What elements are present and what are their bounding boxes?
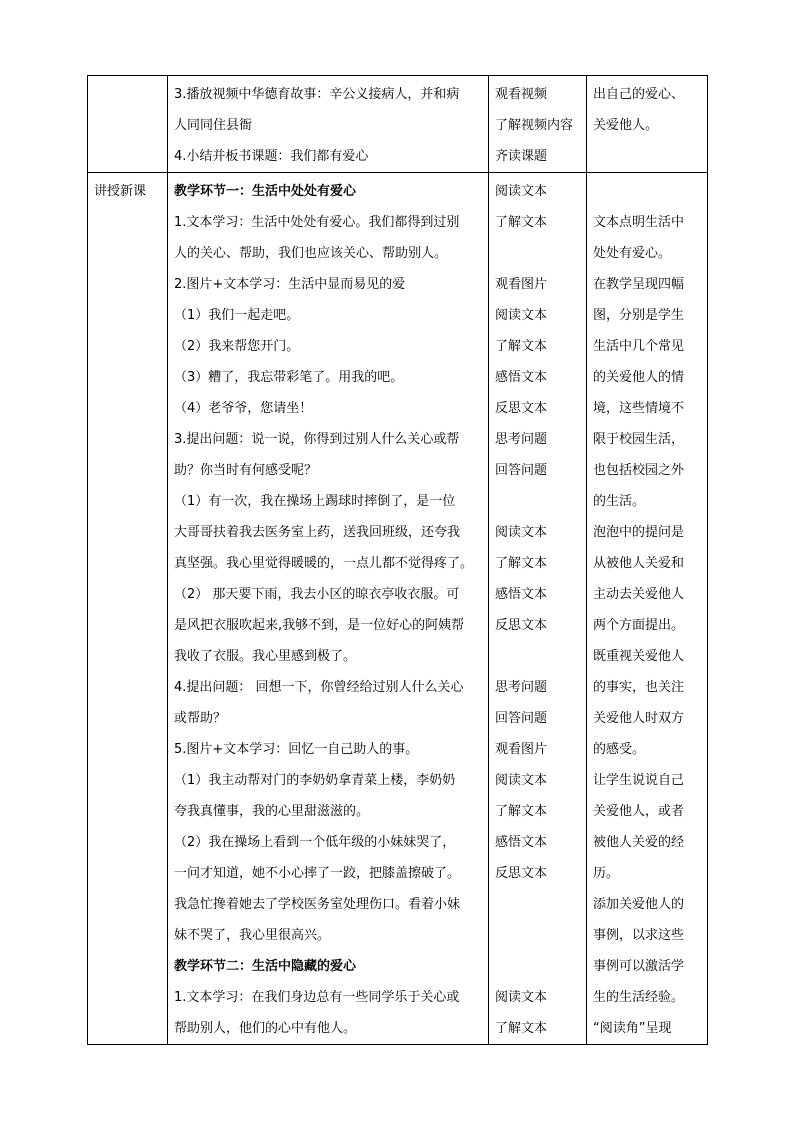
content-line: 1.文本学习：生活中处处有爱心。我们都得到过别 bbox=[174, 215, 460, 230]
activity-line: 阅读文本 bbox=[495, 525, 548, 540]
intent-line: 让学生说说自己 bbox=[593, 773, 685, 788]
content-line: 是风把衣服吹起来,我够不到，是一位好心的阿姨帮 bbox=[174, 618, 465, 633]
intent-line: 既重视关爱他人 bbox=[593, 649, 685, 664]
intent-line: 文本点明生活中 bbox=[593, 215, 685, 230]
content-line: 我收了衣服。我心里感到极了。 bbox=[174, 649, 357, 664]
content-line: 或帮助？ bbox=[174, 711, 227, 726]
content-line: 教学环节二：生活中隐藏的爱心 bbox=[174, 959, 357, 974]
activity-line: 反思文本 bbox=[495, 866, 548, 881]
intent-line: 关爱他人时双方 bbox=[593, 711, 685, 726]
activity-line: 反思文本 bbox=[495, 618, 548, 633]
intent-line: 事例可以激活学 bbox=[593, 959, 685, 974]
design-intent-cell bbox=[587, 76, 708, 173]
intent-line: 历。 bbox=[593, 866, 620, 881]
activity-line bbox=[495, 238, 580, 269]
intent-line: 处处有爱心。 bbox=[593, 246, 672, 261]
content-line: （2）我在操场上看到一个低年级的小妹妹哭了， bbox=[174, 835, 456, 850]
intent-line: 关爱他人，或者 bbox=[593, 804, 685, 819]
teaching-content-cell bbox=[168, 76, 489, 173]
table-row bbox=[88, 173, 708, 1045]
intent-line: 两个方面提出。 bbox=[593, 618, 685, 633]
activity-line: 观看图片 bbox=[495, 277, 548, 292]
content-line: （1）我主动帮对门的李奶奶拿青菜上楼，李奶奶 bbox=[174, 773, 456, 788]
content-line: （2） 那天要下雨，我去小区的晾衣亭收衣服。可 bbox=[174, 587, 460, 602]
activity-line: 思考问题 bbox=[495, 680, 548, 695]
activity-line: 反思文本 bbox=[495, 401, 548, 416]
activity-line: 回答问题 bbox=[495, 463, 548, 478]
content-line: 3.播放视频中华德育故事：辛公义接病人，并和病 bbox=[174, 87, 460, 102]
content-line: （3）糟了，我忘带彩笔了。用我的吧。 bbox=[174, 370, 404, 385]
content-line: 1.文本学习：在我们身边总有一些同学乐于关心或 bbox=[174, 990, 460, 1005]
content-line: 助？你当时有何感受呢？ bbox=[174, 463, 318, 478]
content-line: 3.提出问题：说一说，你得到过别人什么关心或帮 bbox=[174, 432, 460, 447]
intent-line: 的生活。 bbox=[593, 494, 646, 509]
intent-line: 事例，以求这些 bbox=[593, 928, 685, 943]
activity-line: 了解文本 bbox=[495, 215, 548, 230]
intent-line: 被他人关爱的经 bbox=[593, 835, 685, 850]
activity-line bbox=[495, 889, 580, 920]
intent-line: 主动去关爱他人 bbox=[593, 587, 685, 602]
lesson-plan-table bbox=[87, 75, 708, 1045]
content-line: （2）我来帮您开门。 bbox=[174, 339, 300, 354]
design-intent-cell bbox=[587, 173, 708, 1045]
content-line: 帮助别人，他们的心中有他人。 bbox=[174, 1021, 357, 1036]
activity-line: 感悟文本 bbox=[495, 370, 548, 385]
intent-line: 的事实，也关注 bbox=[593, 680, 685, 695]
intent-line: 也包括校园之外 bbox=[593, 463, 685, 478]
activity-line bbox=[495, 951, 580, 982]
activity-line: 了解视频内容 bbox=[495, 118, 574, 133]
intent-line: “阅读角”呈现 bbox=[593, 1021, 672, 1036]
table-row bbox=[88, 76, 708, 173]
intent-line: 限于校园生活， bbox=[593, 432, 685, 447]
activity-line: 回答问题 bbox=[495, 711, 548, 726]
intent-line: 关爱他人。 bbox=[593, 118, 659, 133]
content-line: 大哥哥扶着我去医务室上药，送我回班级，还夸我 bbox=[174, 525, 461, 540]
content-line: 夸我真懂事，我的心里甜滋滋的。 bbox=[174, 804, 370, 819]
intent-line: 的感受。 bbox=[593, 742, 646, 757]
activity-line: 感悟文本 bbox=[495, 587, 548, 602]
content-line: 一问才知道，她不小心摔了一跤，把膝盖擦破了。 bbox=[174, 866, 461, 881]
activity-line: 了解文本 bbox=[495, 1021, 548, 1036]
intent-line: 泡泡中的提问是 bbox=[593, 525, 685, 540]
intent-line: 从被他人关爱和 bbox=[593, 556, 685, 571]
content-line: 2.图片+文本学习：生活中显而易见的爱 bbox=[174, 277, 406, 292]
activity-line: 阅读文本 bbox=[495, 773, 548, 788]
intent-line: 图，分别是学生 bbox=[593, 308, 685, 323]
content-line: 人的关心、帮助，我们也应该关心、帮助别人。 bbox=[174, 246, 448, 261]
content-line: （1）有一次，我在操场上踢球时摔倒了，是一位 bbox=[174, 494, 456, 509]
student-activity-cell bbox=[489, 173, 587, 1045]
intent-line: 的关爱他人的情 bbox=[593, 370, 685, 385]
activity-line: 观看视频 bbox=[495, 87, 548, 102]
content-line: 4.小结并板书课题：我们都有爱心 bbox=[174, 149, 369, 164]
content-line: 妹不哭了，我心里很高兴。 bbox=[174, 928, 331, 943]
intent-line: 出自己的爱心、 bbox=[593, 87, 685, 102]
stage-cell bbox=[88, 76, 168, 173]
intent-line bbox=[593, 176, 701, 207]
stage-label: 讲授新课 bbox=[94, 184, 147, 199]
content-line: 人同同住县衙 bbox=[174, 118, 253, 133]
intent-line: 境，这些情境不 bbox=[593, 401, 685, 416]
activity-line: 阅读文本 bbox=[495, 184, 548, 199]
intent-line: 添加关爱他人的 bbox=[593, 897, 685, 912]
teaching-content-cell bbox=[168, 173, 489, 1045]
activity-line: 阅读文本 bbox=[495, 990, 548, 1005]
content-line: 真坚强。我心里觉得暖暖的，一点儿都不觉得疼了。 bbox=[174, 556, 474, 571]
activity-line: 了解文本 bbox=[495, 556, 548, 571]
content-line: 我急忙搀着她去了学校医务室处理伤口。看着小妹 bbox=[174, 897, 461, 912]
content-line: （4）老爷爷，您请坐！ bbox=[174, 401, 313, 416]
content-line: 教学环节一：生活中处处有爱心 bbox=[174, 184, 357, 199]
activity-line: 了解文本 bbox=[495, 339, 548, 354]
activity-line: 观看图片 bbox=[495, 742, 548, 757]
content-line: 4.提出问题： 回想一下，你曾经给过别人什么关心 bbox=[174, 680, 464, 695]
stage-cell bbox=[88, 173, 168, 1045]
intent-line: 生的生活经验。 bbox=[593, 990, 685, 1005]
activity-line bbox=[495, 920, 580, 951]
activity-line: 齐读课题 bbox=[495, 149, 548, 164]
activity-line bbox=[495, 641, 580, 672]
intent-line: 在教学呈现四幅 bbox=[593, 277, 685, 292]
intent-line: 生活中几个常见 bbox=[593, 339, 685, 354]
activity-line: 思考问题 bbox=[495, 432, 548, 447]
activity-line: 了解文本 bbox=[495, 804, 548, 819]
content-line: 5.图片+文本学习：回忆一自己助人的事。 bbox=[174, 742, 419, 757]
activity-line bbox=[495, 486, 580, 517]
student-activity-cell bbox=[489, 76, 587, 173]
activity-line: 感悟文本 bbox=[495, 835, 548, 850]
activity-line: 阅读文本 bbox=[495, 308, 548, 323]
content-line: （1）我们一起走吧。 bbox=[174, 308, 300, 323]
